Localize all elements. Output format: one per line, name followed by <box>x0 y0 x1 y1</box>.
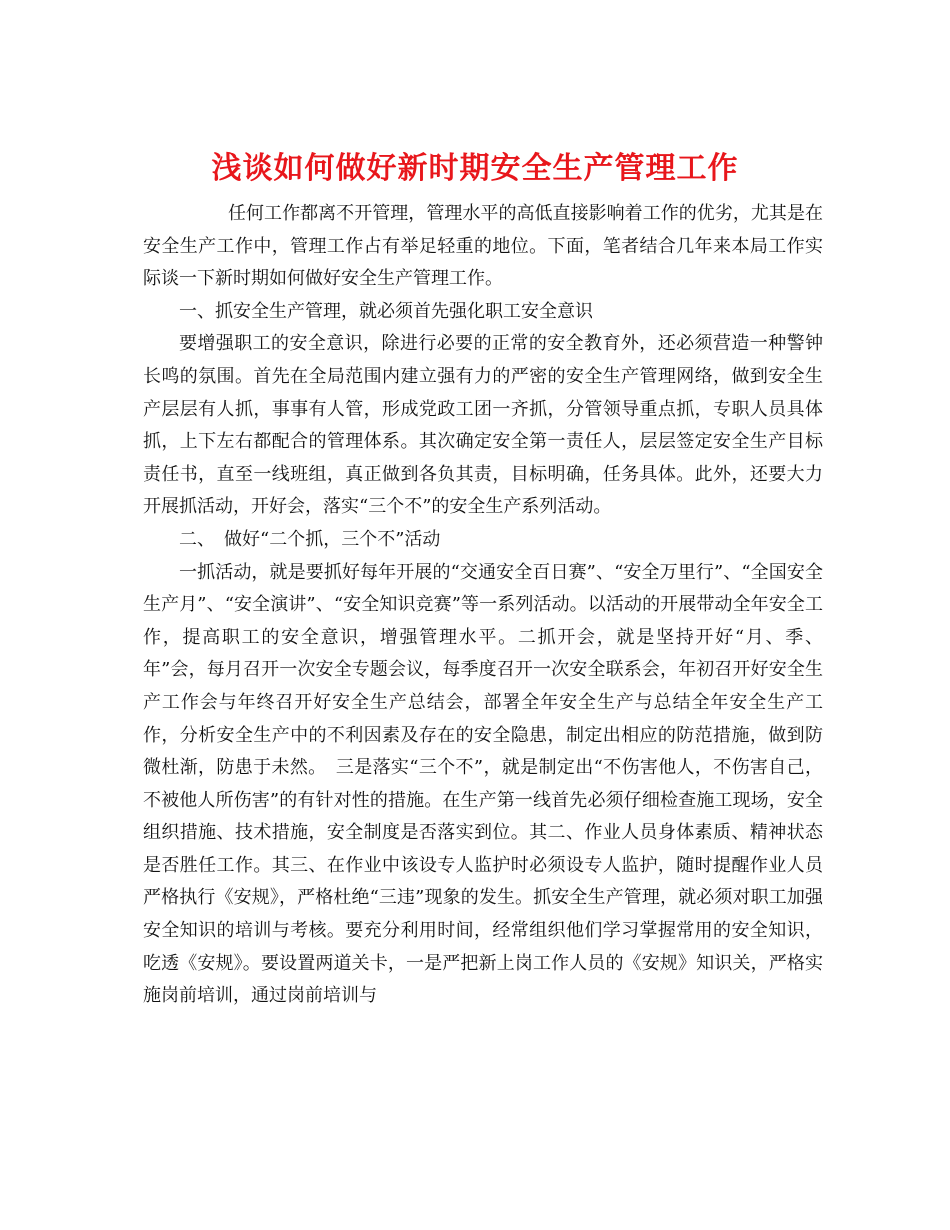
document-title: 浅谈如何做好新时期安全生产管理工作 <box>211 151 739 187</box>
paragraph-section-1: 要增强职工的安全意识，除进行必要的正常的安全教育外，还必须营造一种警钟长鸣的氛围。首先在全局范围内建立强有力的严密的安全生产管理网络，做到安全生产层层有人抓，事事有人管，形成党政工团一齐抓，分管领导重点抓，专职人员具体抓，上下左右都配合的管理体系。其次确定安全第一责任人，层层签定安全生产目标责任书，直至一线班组，真正做到各负其责，目标明确，任务具体。此外，还要大力开展抓活动，开好会，落实“三个不”的安全生产系列活动。 <box>143 333 823 518</box>
paragraph-section-2: 一抓活动，就是要抓好每年开展的“交通安全百日赛”、“安全万里行”、“全国安全生产月”、“安全演讲”、“安全知识竞赛”等一系列活动。以活动的开展带动全年安全工作，提高职工的安全意识，增强管理水平。二抓开会，就是坚持开好“月、季、年”会，每月召开一次安全专题会议，每季度召开一次安全联系会，年初召开好安全生产工作会与年终召开好安全生产总结会，部署全年安全生产与总结全年安全生产工作，分析安全生产中的不利因素及存在的安全隐患，制定出相应的防范措施，做到防微杜渐，防患于未然。 三是落实“三个不”，就是制定出“不伤害他人，不伤害自己，不被他人所伤害”的有针对性的措施。在生产第一线首先必须仔细检查施工现场，安全组织措施、技术措施，安全制度是否落实到位。其二、作业人员身体素质、精神状态是否胜任工作。其三、在作业中该设专人监护时必须设专人监护，随时提醒作业人员严格执行《安规》，严格杜绝“三违”现象的发生。抓安全生产管理，就必须对职工加强安全知识的培训与考核。要充分利用时间，经常组织他们学习掌握常用的安全知识，吃透《安规》。要设置两道关卡，一是严把新上岗工作人员的《安规》知识关，严格实施岗前培训，通过岗前培训与 <box>143 561 823 1007</box>
paragraph-intro: 任何工作都离不开管理，管理水平的高低直接影响着工作的优劣，尤其是在安全生产工作中，管理工作占有举足轻重的地位。下面，笔者结合几年来本局工作实际谈一下新时期如何做好安全生产管理工作。 <box>143 203 823 290</box>
section-heading-1: 一、抓安全生产管理，就必须首先强化职工安全意识 <box>179 300 593 322</box>
section-heading-2: 二、 做好“二个抓，三个不”活动 <box>179 528 441 550</box>
document-body <box>143 198 823 1013</box>
